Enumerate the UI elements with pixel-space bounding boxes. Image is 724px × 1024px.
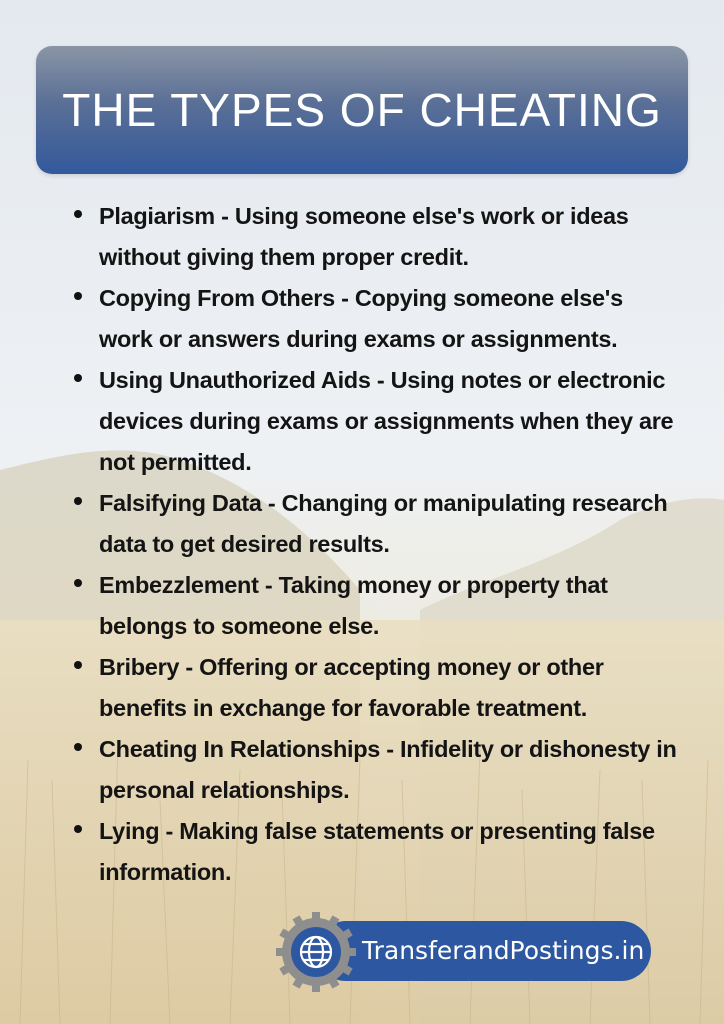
list-item-text: Lying - Making false statements or presenting false information. — [99, 818, 655, 885]
bullet-icon — [74, 743, 82, 751]
website-label[interactable]: TransferandPostings.in — [362, 936, 645, 965]
list-item — [70, 811, 680, 893]
title-banner — [36, 46, 688, 174]
list-item-text: Bribery - Offering or accepting money or other benefits in exchange for favorable treatment. — [99, 654, 604, 721]
bullet-icon — [74, 374, 82, 382]
list-item-text: Using Unauthorized Aids - Using notes or electronic devices during exams or assignments when they are not permitted. — [99, 367, 674, 475]
globe-icon — [276, 912, 356, 992]
bullet-icon — [74, 579, 82, 587]
list-item — [70, 729, 680, 811]
list-item-text: Embezzlement - Taking money or property that belongs to someone else. — [99, 572, 608, 639]
list-item — [70, 278, 680, 360]
bullet-icon — [74, 292, 82, 300]
list-item — [70, 196, 680, 278]
bullet-icon — [74, 825, 82, 833]
list-item-text: Cheating In Relationships - Infidelity or dishonesty in personal relationships. — [99, 736, 677, 803]
bullet-icon — [74, 210, 82, 218]
list-item — [70, 360, 680, 483]
list-item-text: Plagiarism - Using someone else's work or ideas without giving them proper credit. — [99, 203, 629, 270]
bullet-icon — [74, 497, 82, 505]
page-title: THE TYPES OF CHEATING — [62, 84, 662, 136]
cheating-types-list — [70, 196, 680, 893]
list-item — [70, 565, 680, 647]
bullet-icon — [74, 661, 82, 669]
list-item — [70, 483, 680, 565]
list-item — [70, 647, 680, 729]
list-item-text: Copying From Others - Copying someone else's work or answers during exams or assignments. — [99, 285, 623, 352]
list-item-text: Falsifying Data - Changing or manipulating research data to get desired results. — [99, 490, 668, 557]
